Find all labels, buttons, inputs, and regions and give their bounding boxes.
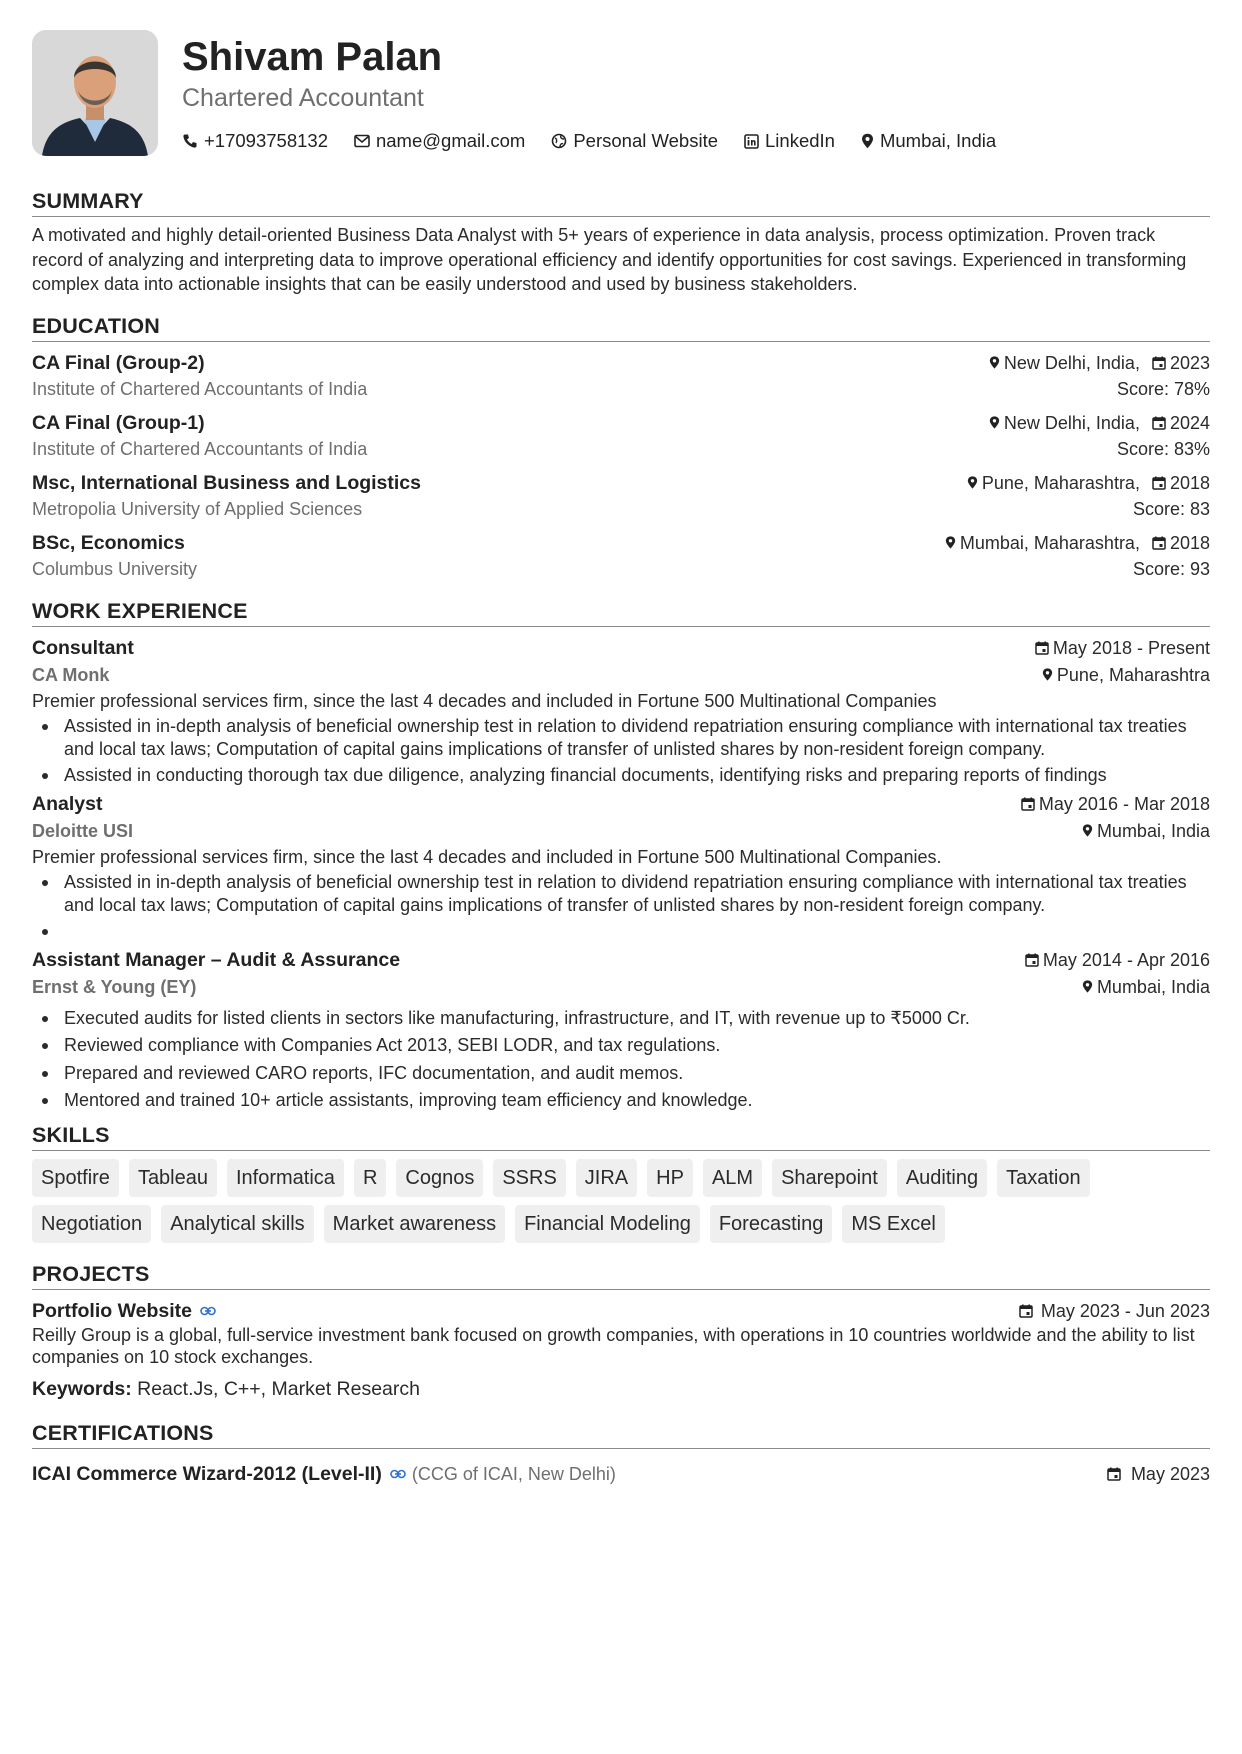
skills-section [32,1122,1210,1251]
skill-chip: MS Excel [842,1205,944,1243]
location-icon [989,355,1000,370]
education-section [32,313,1210,582]
candidate-title: Chartered Accountant [182,84,424,112]
job-role: Consultant [32,636,134,659]
skill-chip: SSRS [493,1159,565,1197]
job-role: Analyst [32,792,103,815]
resume-header [32,30,1210,156]
job-bullet: Assisted in conducting thorough tax due diligence, analyzing financial documents, identifying risks and preparing reports of findings [32,764,1210,787]
job-bullet: Assisted in in-depth analysis of beneficial ownership test in relation to dividend repatriation ensuring compliance with international tax treaties and local tax laws; Computation of capital gains implications of transfer of unlisted shares by non-resident foreign company. [32,871,1210,916]
job-entry [32,791,1210,943]
job-company: CA Monk [32,664,110,685]
calendar-icon [1021,797,1035,811]
contact-location-text: Mumbai, India [879,130,997,151]
location-icon [989,415,1000,430]
calendar-icon [1152,476,1166,490]
contact-website[interactable] [551,130,718,152]
project-keywords-label: Keywords: [32,1377,132,1400]
job-entry [32,635,1210,787]
contact-bar [182,130,1022,152]
candidate-name: Shivam Palan [182,35,443,79]
education-score: Score: 83% [1116,438,1210,459]
skill-chip: Informatica [227,1159,344,1197]
job-bullet: Assisted in in-depth analysis of beneficial ownership test in relation to dividend repatriation ensuring compliance with international tax treaties and local tax laws; Computation of capital gains implications of transfer of unlisted shares by non-resident foreign company. [32,715,1210,760]
projects-section [32,1261,1210,1402]
location-icon [861,133,874,149]
education-institute: Institute of Chartered Accountants of India [32,378,368,399]
calendar-icon [1152,416,1166,430]
location-icon [967,475,978,490]
education-meta [989,350,1210,376]
avatar [32,30,158,156]
job-bullet-empty [32,920,1210,943]
skill-chip: Cognos [396,1159,483,1197]
job-dates [1035,635,1210,661]
project-name: Portfolio Website [32,1299,192,1322]
job-bullet: Prepared and reviewed CARO reports, IFC documentation, and audit memos. [32,1062,1210,1085]
job-entry [32,947,1210,1112]
project-description: Reilly Group is a global, full-service investment bank focused on growth companies, with operations in 10 countries worldwide and the ability to list companies on 10 stock exchanges. [32,1324,1195,1367]
education-meta [945,530,1210,556]
calendar-icon [1152,536,1166,550]
education-location: Mumbai, Maharashtra, [959,532,1140,553]
education-score: Score: 83 [1132,498,1210,519]
calendar-icon [1035,641,1049,655]
job-bullet: Mentored and trained 10+ article assistants, improving team efficiency and knowledge. [32,1089,1210,1112]
education-location: New Delhi, India, [1003,352,1140,373]
calendar-icon [1025,953,1039,967]
education-year: 2024 [1169,412,1210,433]
education-degree: BSc, Economics [32,531,185,554]
education-year: 2018 [1169,472,1210,493]
projects-heading: PROJECTS [32,1261,1210,1290]
education-score: Score: 93 [1132,558,1210,579]
certification-date-text: May 2023 [1130,1463,1210,1484]
skills-list [32,1159,1210,1251]
education-item [32,410,1210,462]
contact-phone[interactable] [182,130,328,152]
project-keywords-text: React.Js, C++, Market Research [137,1377,420,1400]
globe-icon [551,133,567,149]
contact-email-text: name@gmail.com [375,130,526,151]
contact-linkedin[interactable] [744,130,835,152]
education-meta [989,410,1210,436]
location-icon [1082,979,1093,994]
project-keywords [32,1376,1210,1402]
job-location-text: Mumbai, India [1096,820,1210,841]
skill-chip: Tableau [129,1159,217,1197]
skill-chip: Forecasting [710,1205,833,1243]
job-description: Premier professional services firm, since the last 4 decades and included in Fortune 500 Multinational Companies [32,690,937,711]
certifications-heading: CERTIFICATIONS [32,1420,1210,1449]
calendar-icon [1019,1304,1033,1318]
education-item [32,530,1210,582]
job-company: Ernst & Young (EY) [32,976,197,997]
summary-text: A motivated and highly detail-oriented Business Data Analyst with 5+ years of experience in data analysis, process optimization. Proven track record of analyzing and interpreting data to improve operational efficiency and identify opportunities for cost savings. Experienced in transforming complex data into actionable insights that can be easily understood and used by business stakeholders. [32,225,1187,294]
job-bullets [32,715,1210,787]
education-location: New Delhi, India, [1003,412,1140,433]
education-year: 2018 [1169,532,1210,553]
job-dates-text: May 2014 - Apr 2016 [1042,949,1210,970]
job-bullet: Reviewed compliance with Companies Act 2013, SEBI LODR, and tax regulations. [32,1034,1210,1057]
job-role: Assistant Manager – Audit & Assurance [32,948,401,971]
education-institute: Institute of Chartered Accountants of India [32,438,368,459]
summary-heading: SUMMARY [32,188,1210,217]
skill-chip: Sharepoint [772,1159,887,1197]
job-bullets [32,871,1210,943]
education-item [32,350,1210,402]
job-dates [1021,791,1210,817]
job-location-text: Pune, Maharashtra [1056,664,1210,685]
skill-chip: JIRA [576,1159,637,1197]
education-meta [967,470,1210,496]
link-icon[interactable] [390,1469,406,1479]
skill-chip: Auditing [897,1159,987,1197]
location-icon [945,535,956,550]
skill-chip: Negotiation [32,1205,151,1243]
skill-chip: R [354,1159,386,1197]
contact-website-text: Personal Website [573,130,718,151]
education-degree: Msc, International Business and Logistics [32,471,422,494]
location-icon [1042,667,1053,682]
certification-entry [32,1461,1210,1487]
job-bullets [32,1007,1210,1112]
contact-phone-text: +17093758132 [204,130,328,151]
contact-location [861,130,996,152]
mail-icon [354,134,370,148]
experience-heading: WORK EXPERIENCE [32,598,1210,627]
skill-chip: Analytical skills [161,1205,313,1243]
job-company: Deloitte USI [32,820,134,841]
education-institute: Columbus University [32,558,198,579]
skill-chip: Taxation [997,1159,1090,1197]
contact-linkedin-text: LinkedIn [765,130,835,151]
calendar-icon [1107,1467,1121,1481]
education-item [32,470,1210,522]
education-degree: CA Final (Group-2) [32,351,205,374]
job-dates-text: May 2018 - Present [1052,637,1210,658]
certification-issuer: (CCG of ICAI, New Delhi) [411,1463,616,1484]
contact-email[interactable] [354,130,525,152]
education-institute: Metropolia University of Applied Sciences [32,498,363,519]
job-bullet: Executed audits for listed clients in sectors like manufacturing, infrastructure, and IT, with revenue up to ₹5000 Cr. [32,1007,1210,1030]
summary-section [32,188,1210,297]
job-description: Premier professional services firm, since the last 4 decades and included in Fortune 500 Multinational Companies. [32,846,942,867]
certifications-section [32,1420,1210,1487]
skills-heading: SKILLS [32,1122,1210,1151]
link-icon[interactable] [200,1306,216,1316]
education-degree: CA Final (Group-1) [32,411,205,434]
skill-chip: HP [647,1159,693,1197]
job-location [1082,817,1210,845]
project-entry [32,1298,1210,1402]
skill-chip: ALM [703,1159,762,1197]
skill-chip: Market awareness [324,1205,505,1243]
education-location: Pune, Maharashtra, [981,472,1140,493]
skill-chip: Financial Modeling [515,1205,700,1243]
education-heading: EDUCATION [32,313,1210,342]
job-dates [1025,947,1210,973]
linkedin-icon [744,134,759,149]
project-dates-text: May 2023 - Jun 2023 [1040,1300,1210,1321]
certification-name: ICAI Commerce Wizard-2012 (Level-II) [32,1462,382,1485]
job-location [1082,973,1210,1001]
job-dates-text: May 2016 - Mar 2018 [1038,793,1210,814]
certification-date [1107,1461,1210,1487]
skill-chip: Spotfire [32,1159,119,1197]
experience-section [32,598,1210,1112]
phone-icon [182,133,198,149]
job-location [1042,661,1210,689]
education-score: Score: 78% [1116,378,1210,399]
education-year: 2023 [1169,352,1210,373]
project-dates [1019,1298,1210,1324]
calendar-icon [1152,356,1166,370]
job-location-text: Mumbai, India [1096,976,1210,997]
location-icon [1082,823,1093,838]
